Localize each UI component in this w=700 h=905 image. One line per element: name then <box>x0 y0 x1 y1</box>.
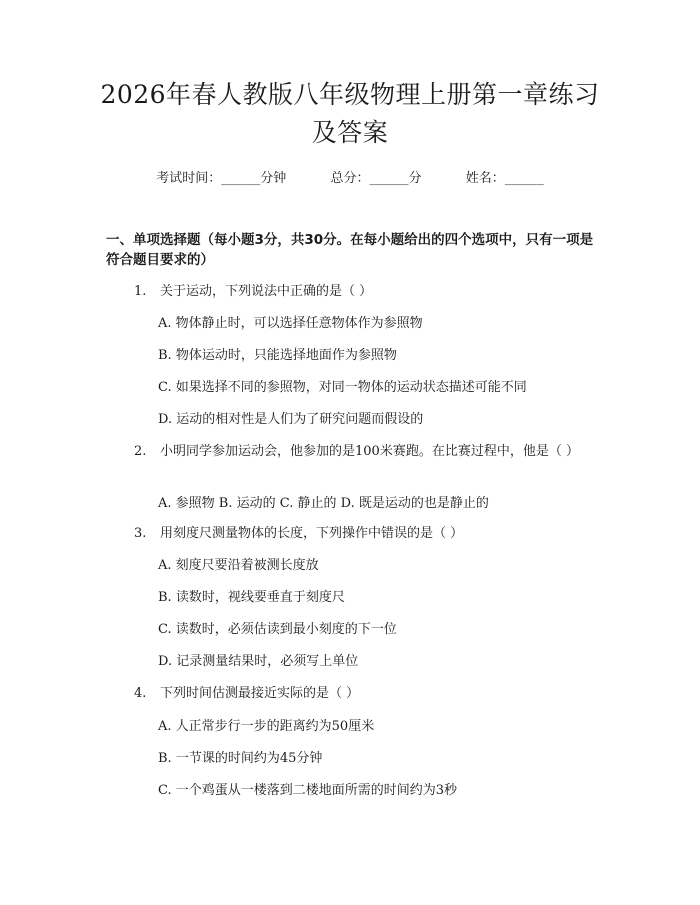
student-name-field: 姓名：______ <box>465 171 544 186</box>
option-3b: B. 读数时，视线要垂直于刻度尺 <box>158 590 345 605</box>
option-3a: A. 刻度尺要沿着被测长度放 <box>158 558 319 573</box>
question-number: 3. <box>134 526 147 541</box>
option-4b: B. 一节课的时间约为45分钟 <box>158 751 323 766</box>
option-1c: C. 如果选择不同的参照物，对同一物体的运动状态描述可能不同 <box>158 380 527 395</box>
question-stem: 用刻度尺测量物体的长度，下列操作中错误的是（ ） <box>160 526 464 541</box>
question-1 <box>106 281 596 303</box>
question-number: 4. <box>134 686 147 701</box>
option-4c: C. 一个鸡蛋从一楼落到二楼地面所需的时间约为3秒 <box>158 783 458 798</box>
option-3c: C. 读数时，必须估读到最小刻度的下一位 <box>158 622 397 637</box>
option-1b: B. 物体运动时，只能选择地面作为参照物 <box>158 348 397 363</box>
question-2 <box>106 441 596 463</box>
option-3d: D. 记录测量结果时，必须写上单位 <box>158 654 359 669</box>
title-line-2: 及答案 <box>311 118 389 147</box>
question-3 <box>106 523 596 545</box>
title-line-1: 2026年春人教版八年级物理上册第一章练习 <box>100 80 600 109</box>
option-1a: A. 物体静止时，可以选择任意物体作为参照物 <box>158 316 423 331</box>
section-heading: 一、单项选择题（每小题3分，共30分。在每小题给出的四个选项中，只有一项是符合题目要求的） <box>106 232 594 268</box>
total-score-field: 总分：______分 <box>330 171 422 186</box>
question-number: 2. <box>134 444 147 459</box>
question-stem: 小明同学参加运动会，他参加的是100米赛跑。在比赛过程中，他是（ ） <box>160 444 579 459</box>
exam-time-field: 考试时间：______分钟 <box>156 171 287 186</box>
question-4 <box>106 683 596 705</box>
question-stem: 关于运动，下列说法中正确的是（ ） <box>160 284 373 299</box>
option-1d: D. 运动的相对性是人们为了研究问题而假设的 <box>158 412 424 427</box>
document-title <box>80 76 620 152</box>
option-4a: A. 人正常步行一步的距离约为50厘米 <box>158 719 375 734</box>
question-number: 1. <box>134 284 147 299</box>
option-2-all: A. 参照物 B. 运动的 C. 静止的 D. 既是运动的也是静止的 <box>158 496 489 511</box>
question-stem: 下列时间估测最接近实际的是（ ） <box>160 686 360 701</box>
exam-meta-line <box>0 170 700 188</box>
